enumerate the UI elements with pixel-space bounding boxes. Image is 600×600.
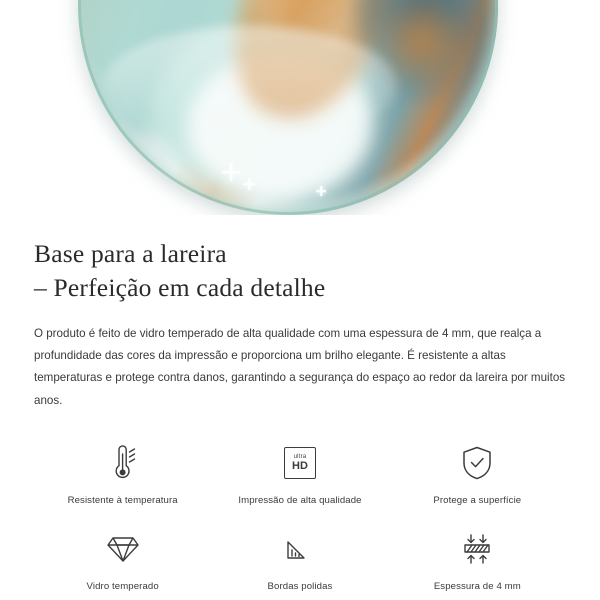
ultra-hd-icon: [277, 440, 323, 486]
feature-item-temperature-resistant: [34, 434, 211, 510]
glass-disc-artwork: [78, 0, 498, 215]
page-title: [34, 237, 566, 305]
feature-item-polished-edges: [211, 520, 388, 596]
feature-label: Impressão de alta qualidade: [238, 494, 362, 506]
feature-item-surface-protection: [389, 434, 566, 510]
shield-check-icon: [454, 440, 500, 486]
description-paragraph: O produto é feito de vidro temperado de alta qualidade com uma espessura de 4 mm, que realça a profundidade das cores da impressão e proporciona um brilho elegante. É resistente a altas temperaturas e protege contra danos, garantindo a segurança do espaço ao redor da lareira por muitos anos.: [34, 326, 566, 407]
thermometer-icon: [100, 440, 146, 486]
feature-item-high-quality-print: [211, 434, 388, 510]
feature-label: Resistente à temperatura: [67, 494, 178, 506]
feature-label: Bordas polidas: [267, 580, 333, 592]
polished-edges-icon: [277, 526, 323, 572]
hero-image: [0, 0, 600, 215]
feature-grid: [34, 434, 566, 596]
ultra-hd-badge-bottom: HD: [292, 459, 308, 472]
ultra-hd-badge-top: ultra: [293, 453, 307, 460]
content-area: [0, 237, 600, 596]
diamond-icon: [100, 526, 146, 572]
feature-label: Vidro temperado: [86, 580, 159, 592]
feature-item-thickness: [389, 520, 566, 596]
headline-line-1: Base para a lareira: [34, 239, 227, 268]
feature-label: Espessura de 4 mm: [433, 580, 521, 592]
feature-label: Protege a superfície: [433, 494, 522, 506]
thickness-arrows-icon: [454, 526, 500, 572]
feature-item-tempered-glass: [34, 520, 211, 596]
headline-line-2: – Perfeição em cada detalhe: [34, 272, 326, 302]
